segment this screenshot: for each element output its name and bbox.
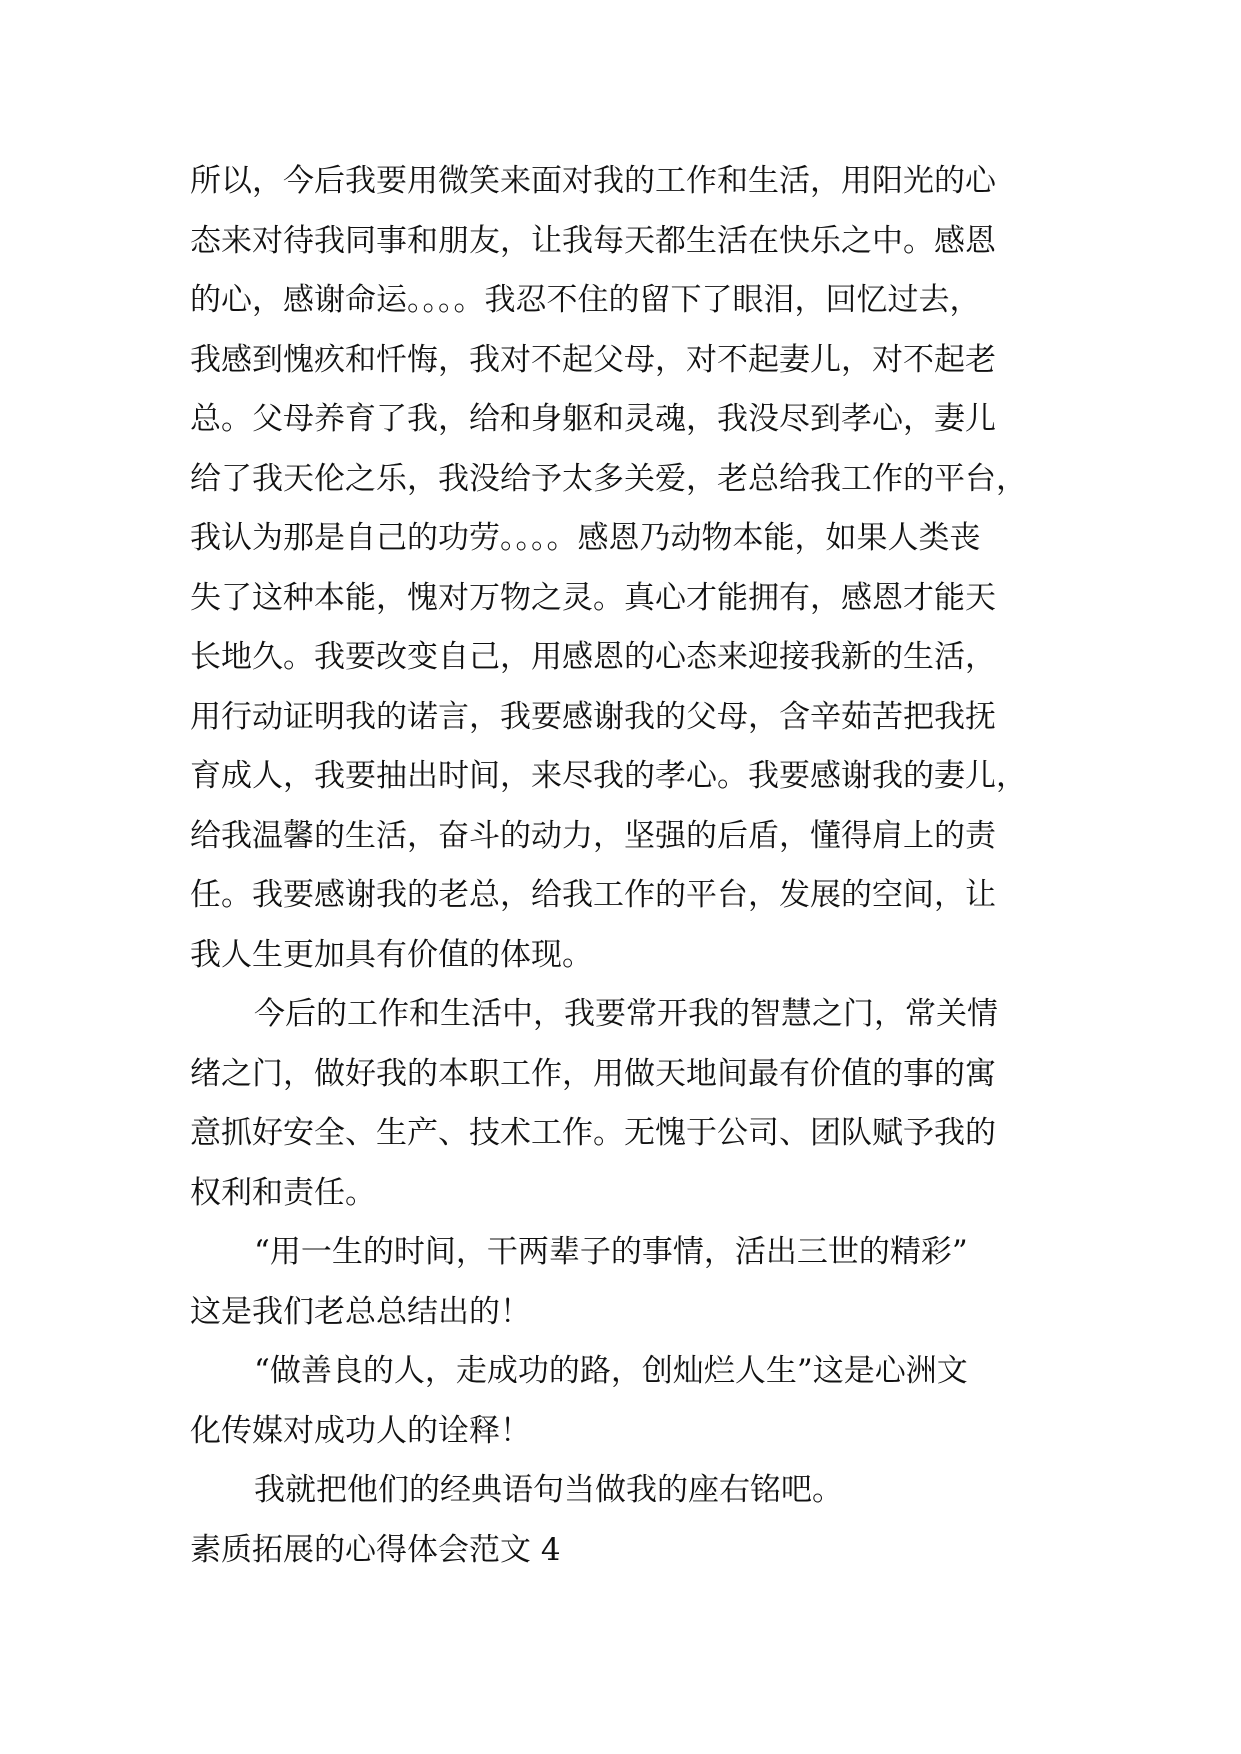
paragraph-1-line: 我人生更加具有价值的体现。 <box>190 936 593 973</box>
paragraph-1-line: 我认为那是自己的功劳。。。。感恩乃动物本能，如果人类丧 <box>190 520 981 556</box>
paragraph-1-line: 用行动证明我的诺言，我要感谢我的父母，含辛茹苦把我抚 <box>190 698 996 735</box>
paragraph-1-line: 总。父母养育了我，给和身躯和灵魂，我没尽到孝心，妻儿 <box>190 401 996 437</box>
paragraph-1-line: 我感到愧疚和忏悔，我对不起父母，对不起妻儿，对不起老 <box>190 341 996 378</box>
paragraph-1-line: 任。我要感谢我的老总，给我工作的平台，发展的空间，让 <box>190 877 996 913</box>
paragraph-1-line: 态来对待我同事和朋友，让我每天都生活在快乐之中。感恩 <box>190 222 996 259</box>
paragraph-4-line: “做善良的人，走成功的路，创灿烂人生”这是心洲文 <box>254 1353 968 1389</box>
paragraph-2-line: 权利和责任。 <box>190 1174 376 1211</box>
document-body <box>190 152 1070 1580</box>
paragraph-3-line: “用一生的时间，干两辈子的事情，活出三世的精彩” <box>254 1234 968 1270</box>
paragraph-4-line: 化传媒对成功人的诠释！ <box>190 1412 531 1449</box>
paragraph-1-line: 失了这种本能，愧对万物之灵。真心才能拥有，感恩才能天 <box>190 579 996 616</box>
paragraph-5-line: 我就把他们的经典语句当做我的座右铭吧。 <box>254 1472 843 1508</box>
paragraph-2-line: 今后的工作和生活中，我要常开我的智慧之门，常关情 <box>254 996 998 1032</box>
paragraph-3-line: 这是我们老总总结出的！ <box>190 1293 531 1330</box>
paragraph-1-line: 长地久。我要改变自己，用感恩的心态来迎接我新的生活， <box>190 639 996 675</box>
section-heading: 素质拓展的心得体会范文 4 <box>190 1531 561 1568</box>
paragraph-2-line: 意抓好安全、生产、技术工作。无愧于公司、团队赋予我的 <box>190 1115 996 1151</box>
paragraph-1-line: 育成人，我要抽出时间，来尽我的孝心。我要感谢我的妻儿， <box>190 758 1027 794</box>
paragraph-1-line: 给了我天伦之乐，我没给予太多关爱，老总给我工作的平台， <box>190 460 1027 497</box>
paragraph-2-line: 绪之门，做好我的本职工作，用做天地间最有价值的事的寓 <box>190 1055 996 1092</box>
paragraph-1-line: 的心，感谢命运。。。。我忍不住的留下了眼泪，回忆过去， <box>190 282 981 318</box>
paragraph-1-line: 给我温馨的生活，奋斗的动力，坚强的后盾，懂得肩上的责 <box>190 817 996 854</box>
paragraph-1-line: 所以，今后我要用微笑来面对我的工作和生活，用阳光的心 <box>190 163 996 199</box>
